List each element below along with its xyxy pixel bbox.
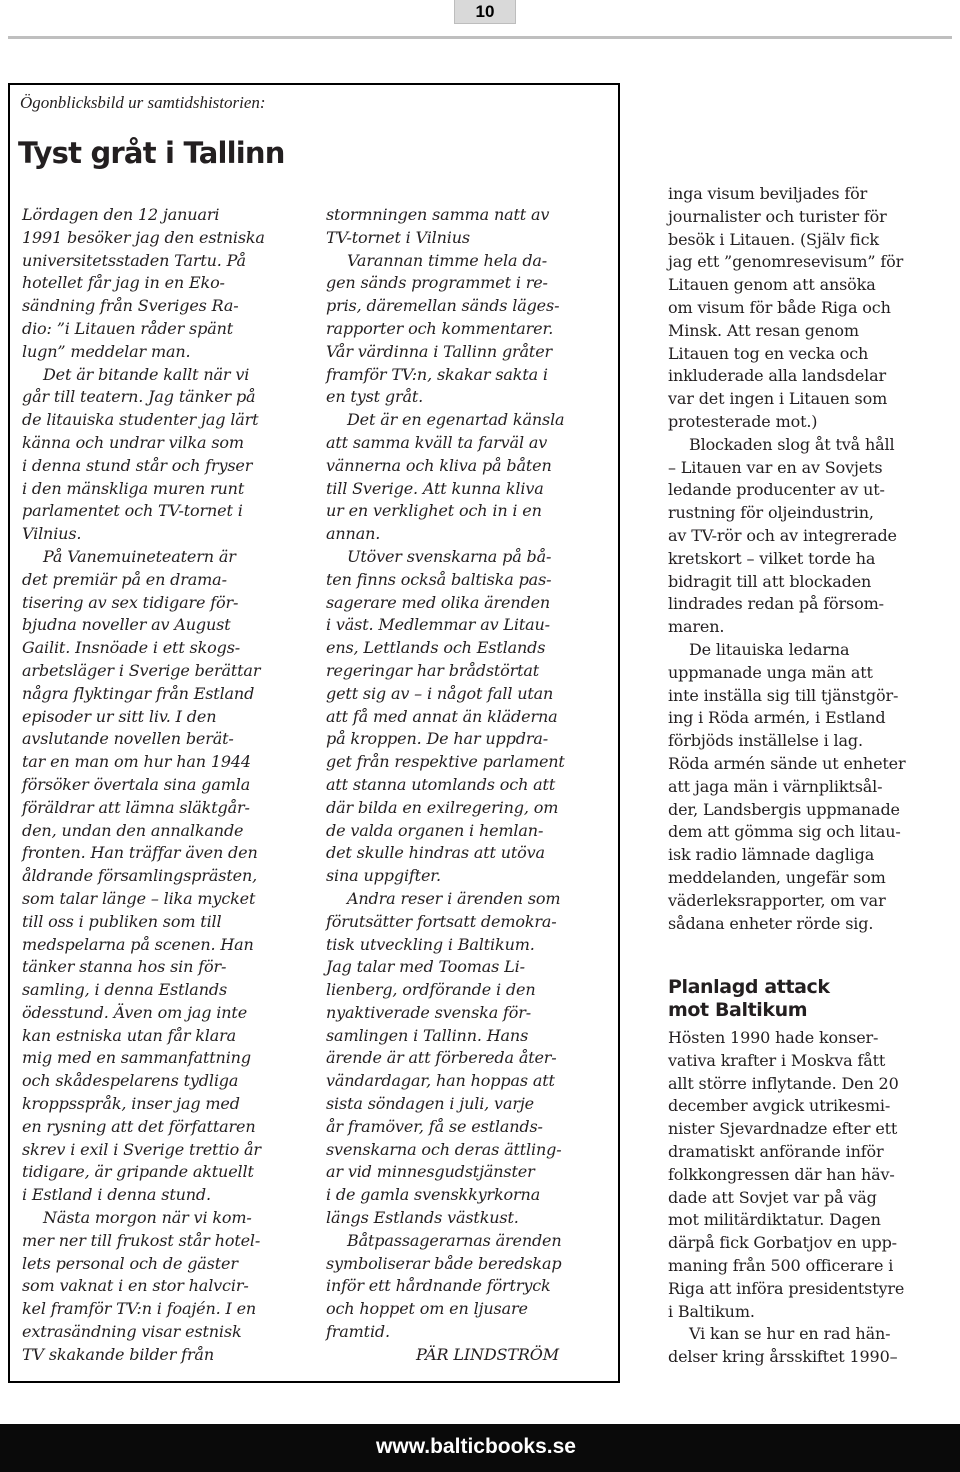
paragraph: Varannan timme hela da- gen sänds programmet i re- pris, däremellan sänds läges- rapporter och kommentarer. Vår värdinna i Tallinn gråter framför TV:n, skakar sakta i en tyst gråt. xyxy=(326,250,560,407)
paragraph: De litauiska ledarna uppmanade unga män att inte inställa sig till tjänstgör- ing i Röda armén, i Estland förbjöds inställelse i lag. Röda armén sände ut enheter att jaga män i värnpliktsål- der, Landsbergis uppmanade dem att gömma sig och litau- isk radio lämnade dagliga meddelanden, ungefär som väderleksrapporter, om var sådana enheter rörde sig. xyxy=(668,639,906,933)
byline: PÄR LINDSTRÖM xyxy=(416,1344,559,1364)
paragraph: Andra reser i ärenden som förutsätter fortsatt demokra- tisk utveckling i Baltikum. Jag talar med Toomas Li- lienberg, ordförande i den nyaktiverade svenska för- samlingen i Tallinn. Hans ärende är att förbereda åter- vändardagar, han hoppas att sista söndagen i juli, varje år framöver, få se estlands- svenskarna och deras ättling- ar vid minnesgudstjänster i de gamla svenskkyrkorna längs Estlands västkust. xyxy=(326,888,562,1228)
subhead: Planlagd attack mot Baltikum xyxy=(668,976,830,1021)
paragraph: Lördagen den 12 januari 1991 besöker jag den estniska universitetsstaden Tartu. På hotellet får jag in en Eko- sändning från Sveriges Ra- dio: ”i Litauen råder spänt lugn” meddelar man. xyxy=(22,205,265,361)
paragraph: Det är en egenartad känsla att samma kväll ta farväl av vännerna och kliva på båten till Sverige. Att kunna kliva ur en verklighet och in i en annan. xyxy=(326,410,565,544)
paragraph: inga visum beviljades för journalister och turister för besök i Litauen. (Själv fick jag ett ”genomresevisum” för Litauen genom att ansöka om visum för både Riga och Minsk. Att resan genom Litauen tog en vecka och inkluderade alla landsdelar var det ingen i Litauen som protesterade mot.) xyxy=(668,184,904,431)
paragraph: På Vanemuineteatern är det premiär på en drama- tisering av sex tidigare för- bjudna noveller av August Gailit. Insnöade i ett skogs- arbetsläger i Sverige berättar några flyktingar från Estland episoder ur sitt liv. I den avslutande novellen berät- tar en man om hur han 1944 försöker övertala sina gamla föräldrar att lämna släktgår- den, undan den annalkande fronten. Han träffar även den åldrande församlingsprästen, som talar länge – lika mycket till oss i publiken som till medspelarna på scenen. Han tänker stanna hos sin för- samling, i denna Estlands ödesstund. Även om jag inte kan estniska utan får klara mig med en sammanfattning och skådespelarens tydliga kroppsspråk, inser jag med en rysning att det författaren skrev i exil i Sverige trettio år tidigare, är gripande aktuellt i Estland i denna stund. xyxy=(22,546,261,1205)
kicker: Ögonblicksbild ur samtidshistorien: xyxy=(20,93,266,112)
paragraph: Blockaden slog åt två håll – Litauen var en av Sovjets ledande producenter av ut- rustning för oljeindustrin, av TV-rör och av integrerade kretskort – vilket torde ha bidragit till att blockaden lindrades redan på försom- maren. xyxy=(668,434,897,637)
footer-url[interactable]: www.balticbooks.se xyxy=(376,1435,576,1458)
headline: Tyst gråt i Tallinn xyxy=(18,136,285,170)
article-column-2 xyxy=(326,204,618,1367)
paragraph: Hösten 1990 hade konser- vativa krafter i Moskva fått allt större inflytande. Den 20 december avgick utrikesmi- nister Sjevardnadze efter ett dramatiskt anförande inför folkkongressen där han häv- dade att Sovjet var på väg mot militärdiktatur. Dagen därpå fick Gorbatjov en upp- maning från 500 officerare i Riga att införa presidentstyre i Baltikum. xyxy=(668,1028,905,1321)
paragraph: Utöver svenskarna på bå- ten finns också baltiska pas- sagerare med olika ärenden i väst. Medlemmar av Litau- ens, Lettlands och Estlands regeringar har brådstörtat gett sig av – i något fall utan att få med annat än kläderna på kroppen. De har uppdra- get från respektive parlament att stanna utomlands och att där bilda en exilregering, om de valda organen i hemlan- det skulle hindras att utöva sina uppgifter. xyxy=(326,546,565,886)
page-number: 10 xyxy=(475,1,495,21)
article-column-1 xyxy=(22,204,317,1367)
top-rule xyxy=(8,36,952,39)
paragraph: Båtpassagerarnas ärenden symboliserar både beredskap inför ett hårdnande förtryck och hoppet om en ljusare framtid. xyxy=(326,1230,562,1342)
article-column-3-continued xyxy=(668,1027,953,1369)
paragraph: Nästa morgon när vi kom- mer ner till frukost står hotel- lets personal och de gäster som vaknat i en stor halvcir- kel framför TV:n i foajén. I en extrasändning visar estnisk TV skakande bilder från xyxy=(22,1208,261,1364)
article-column-3 xyxy=(668,183,953,935)
paragraph: stormningen samma natt av TV-tornet i Vilnius xyxy=(326,205,550,247)
paragraph: Vi kan se hur en rad hän- delser kring årsskiftet 1990– xyxy=(668,1324,898,1367)
subhead-container xyxy=(668,976,953,1022)
page-number-tab xyxy=(454,0,516,24)
footer-bar xyxy=(0,1424,960,1472)
paragraph: Det är bitande kallt när vi går till teatern. Jag tänker på de litauiska studenter jag lärt känna och undrar vilka som i denna stund står och fryser i den mänskliga muren runt parlamentet och TV-tornet i Vilnius. xyxy=(22,364,259,544)
